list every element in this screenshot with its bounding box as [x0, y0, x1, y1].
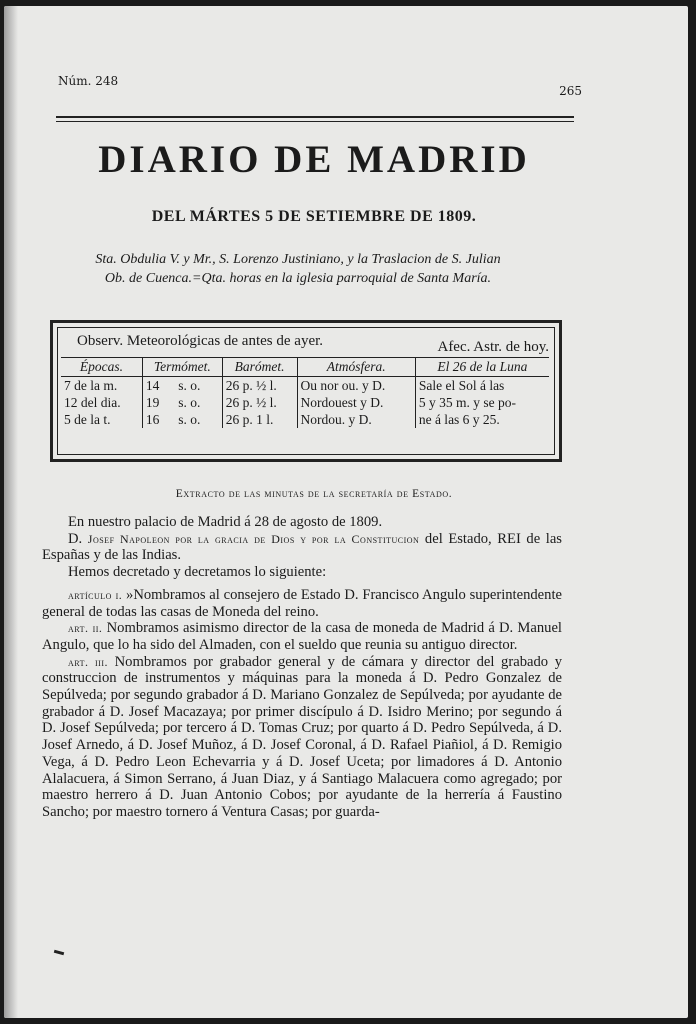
cell-luna: Sale el Sol á las	[415, 377, 549, 395]
article-2-text: Nombramos asimismo director de la casa de moneda de Madrid á D. Manuel Angulo, que lo ha sido del Almaden, con el sueldo que reunia su antiguo director.	[42, 620, 562, 653]
article-2-label: art. ii.	[68, 621, 103, 636]
page-number: 265	[559, 84, 582, 98]
cell-atm: Nordou. y D.	[297, 411, 415, 428]
dateline: DEL MÁRTES 5 DE SETIEMBRE DE 1809.	[151, 208, 477, 225]
decree-line: Hemos decretado y decretamos lo siguiente:	[68, 564, 327, 581]
table-row	[61, 394, 549, 411]
top-rule	[56, 116, 574, 118]
place-date: En nuestro palacio de Madrid á 28 de agosto de 1809.	[68, 514, 383, 530]
col-luna: El 26 de la Luna	[415, 358, 549, 377]
cell-barom: 26 p. ½ l.	[222, 394, 297, 411]
cell-term-unit: s. o.	[178, 378, 201, 393]
article-1-label: artículo i.	[68, 587, 123, 602]
cell-term: 14	[142, 377, 175, 395]
article-3	[42, 654, 562, 821]
article-3-label: art. iii.	[68, 654, 108, 669]
royal-title-smallcaps: Josef Napoleon por la gracia de Dios y por la Constitucion	[87, 531, 420, 546]
saints-line-2: Ob. de Cuenca.=Qta. horas en la iglesia parroquial de Santa María.	[104, 271, 492, 286]
cell-term: 19	[142, 394, 175, 411]
cell-epoca: 7 de la m.	[64, 378, 118, 393]
saints-line-1: Sta. Obdulia V. y Mr., S. Lorenzo Justiniano, y la Traslacion de S. Julian	[95, 252, 501, 267]
cell-term-unit: s. o.	[178, 412, 201, 427]
meteo-title: Observ. Meteorológicas de antes de ayer.	[77, 333, 324, 349]
newspaper-page	[4, 6, 688, 1018]
article-3-text: Nombramos por grabador general y de cámara y director del grabado y construccion de instrumentos y máquinas para la moneda á D. Pedro Gonzalez de Sepúlveda; por segundo grabador á D. Mariano Gonzalez de Sepúlveda; por ayudante de grabador á D. Josef Macazaya; por primer discípulo á D. Isidro Merino; por segundo á D. Josef Sepúlveda; por tercero á D. Tomas Cruz; por quarto á D. Pedro Sepúlveda, á D. Josef Arnedo, á D. Josef Muñoz, á D. Josef Coronal, á D. Rafael Piañiol, á D. Remigio Vega, á D. Pedro Leon Echevarria y á D. Josef Uceta; por limadores á D. Antonio Alalacuera, á Simon Serrano, á Juan Diaz, y á Santiago Malacuera como agregado; por maestro herrero á D. Juan Antonio Cobos; por ayudante de la herrería á Faustino Sancho; por maestro tornero á Ventura Casas; por guarda-	[42, 653, 562, 820]
cell-atm: Nordouest y D.	[297, 394, 415, 411]
cell-luna: ne á las 6 y 25.	[415, 411, 549, 428]
col-barometro: Barómet.	[222, 358, 297, 377]
article-body	[42, 514, 562, 821]
cell-luna: 5 y 35 m. y se po-	[415, 394, 549, 411]
cell-atm: Ou nor ou. y D.	[297, 377, 415, 395]
table-row	[61, 377, 549, 395]
cell-barom: 26 p. ½ l.	[222, 377, 297, 395]
royal-title-rest: del Estado, REI de las Españas y de las Indias.	[42, 530, 562, 564]
table-row	[61, 411, 549, 428]
meteorological-table	[50, 320, 562, 462]
cell-epoca: 12 del dia.	[64, 395, 121, 410]
saints-of-the-day	[48, 250, 548, 288]
col-atmosfera: Atmósfera.	[297, 358, 415, 377]
cell-term-unit: s. o.	[178, 395, 201, 410]
article-2	[42, 620, 562, 653]
extract-heading: Extracto de las minutas de la secretaría de Estado.	[175, 488, 453, 500]
article-1-text: »Nombramos al consejero de Estado D. Francisco Angulo superintendente general de todas las casas de Moneda del reino.	[42, 586, 562, 620]
royal-title-prefix: D.	[68, 530, 88, 547]
article-1	[42, 587, 562, 620]
ink-mark	[54, 950, 64, 955]
cell-epoca: 5 de la t.	[64, 412, 111, 427]
issue-number: Núm. 248	[58, 74, 119, 88]
astro-title: Afec. Astr. de hoy.	[437, 339, 549, 355]
cell-term: 16	[142, 411, 175, 428]
masthead-title: DIARIO DE MADRID	[98, 138, 530, 181]
meteo-grid	[61, 357, 549, 428]
col-epocas: Épocas.	[61, 358, 142, 377]
col-termometro: Termómet.	[142, 358, 222, 377]
cell-barom: 26 p. 1 l.	[222, 411, 297, 428]
royal-title	[42, 531, 562, 564]
top-rule-thin	[56, 121, 574, 122]
